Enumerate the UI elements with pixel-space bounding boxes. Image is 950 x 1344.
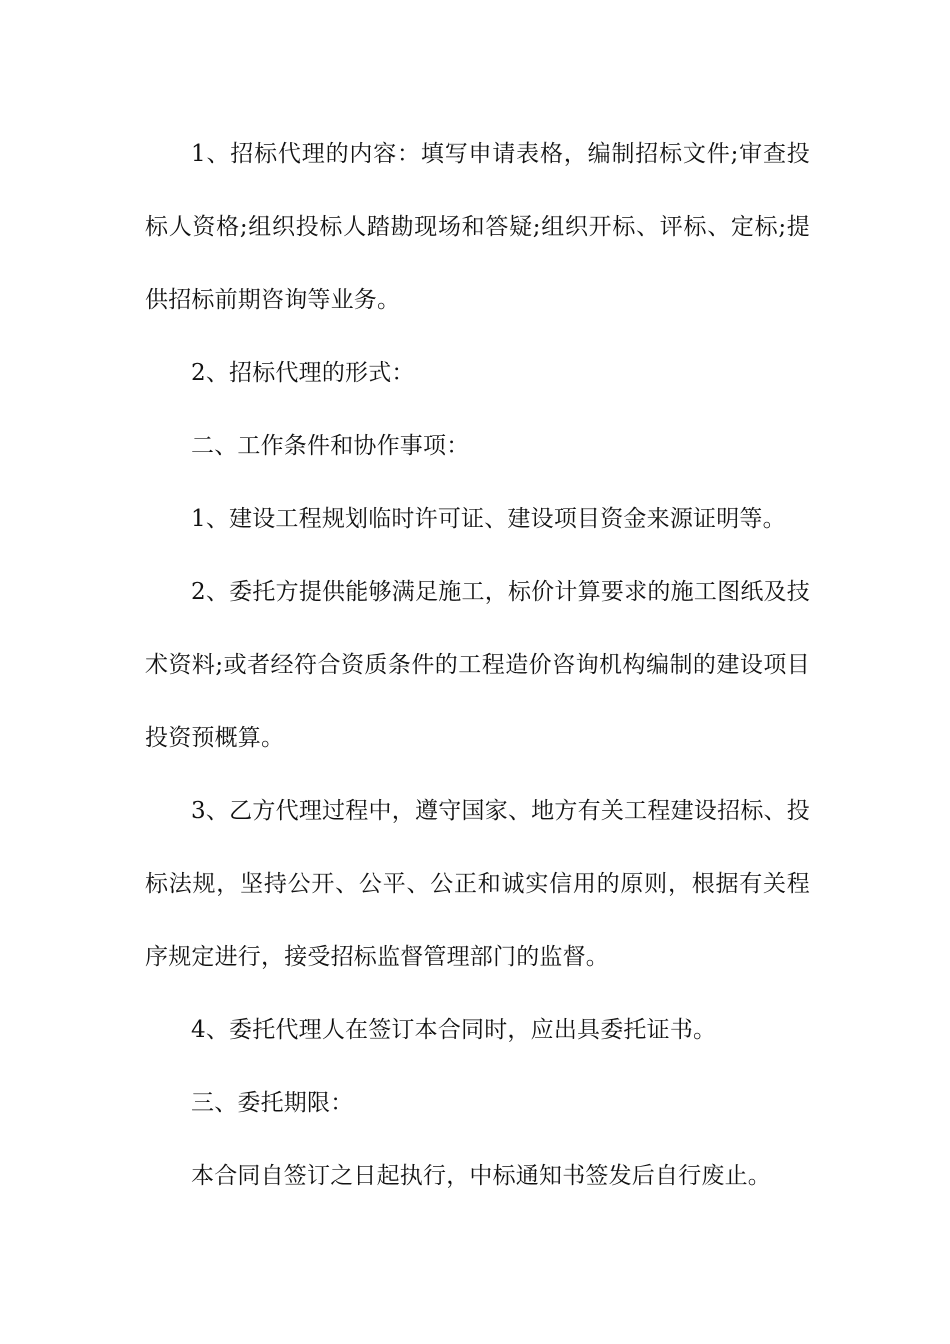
document-page [145, 118, 810, 1213]
paragraph-agency-form: 2、招标代理的形式： [191, 360, 415, 386]
section-heading-work-conditions: 二、工作条件和协作事项： [191, 433, 470, 459]
paragraph-agency-content: 1、招标代理的内容：填写申请表格，编制招标文件;审查投标人资格;组织投标人踏勘现场和答疑;组织开标、评标、定标;提供招标前期咨询等业务。 [145, 141, 810, 313]
paragraph-contract-validity: 本合同自签订之日起执行，中标通知书签发后自行废止。 [191, 1163, 771, 1189]
paragraph-power-of-attorney: 4、委托代理人在签订本合同时，应出具委托证书。 [191, 1017, 717, 1043]
paragraph-agent-obligations: 3、乙方代理过程中，遵守国家、地方有关工程建设招标、投标法规，坚持公开、公平、公正和诚实信用的原则，根据有关程序规定进行，接受招标监督管理部门的监督。 [145, 798, 810, 970]
section-heading-term: 三、委托期限： [191, 1090, 354, 1116]
paragraph-planning-permit: 1、建设工程规划临时许可证、建设项目资金来源证明等。 [191, 506, 786, 532]
paragraph-drawings-materials: 2、委托方提供能够满足施工，标价计算要求的施工图纸及技术资料;或者经符合资质条件的工程造价咨询机构编制的建设项目投资预概算。 [145, 579, 810, 751]
